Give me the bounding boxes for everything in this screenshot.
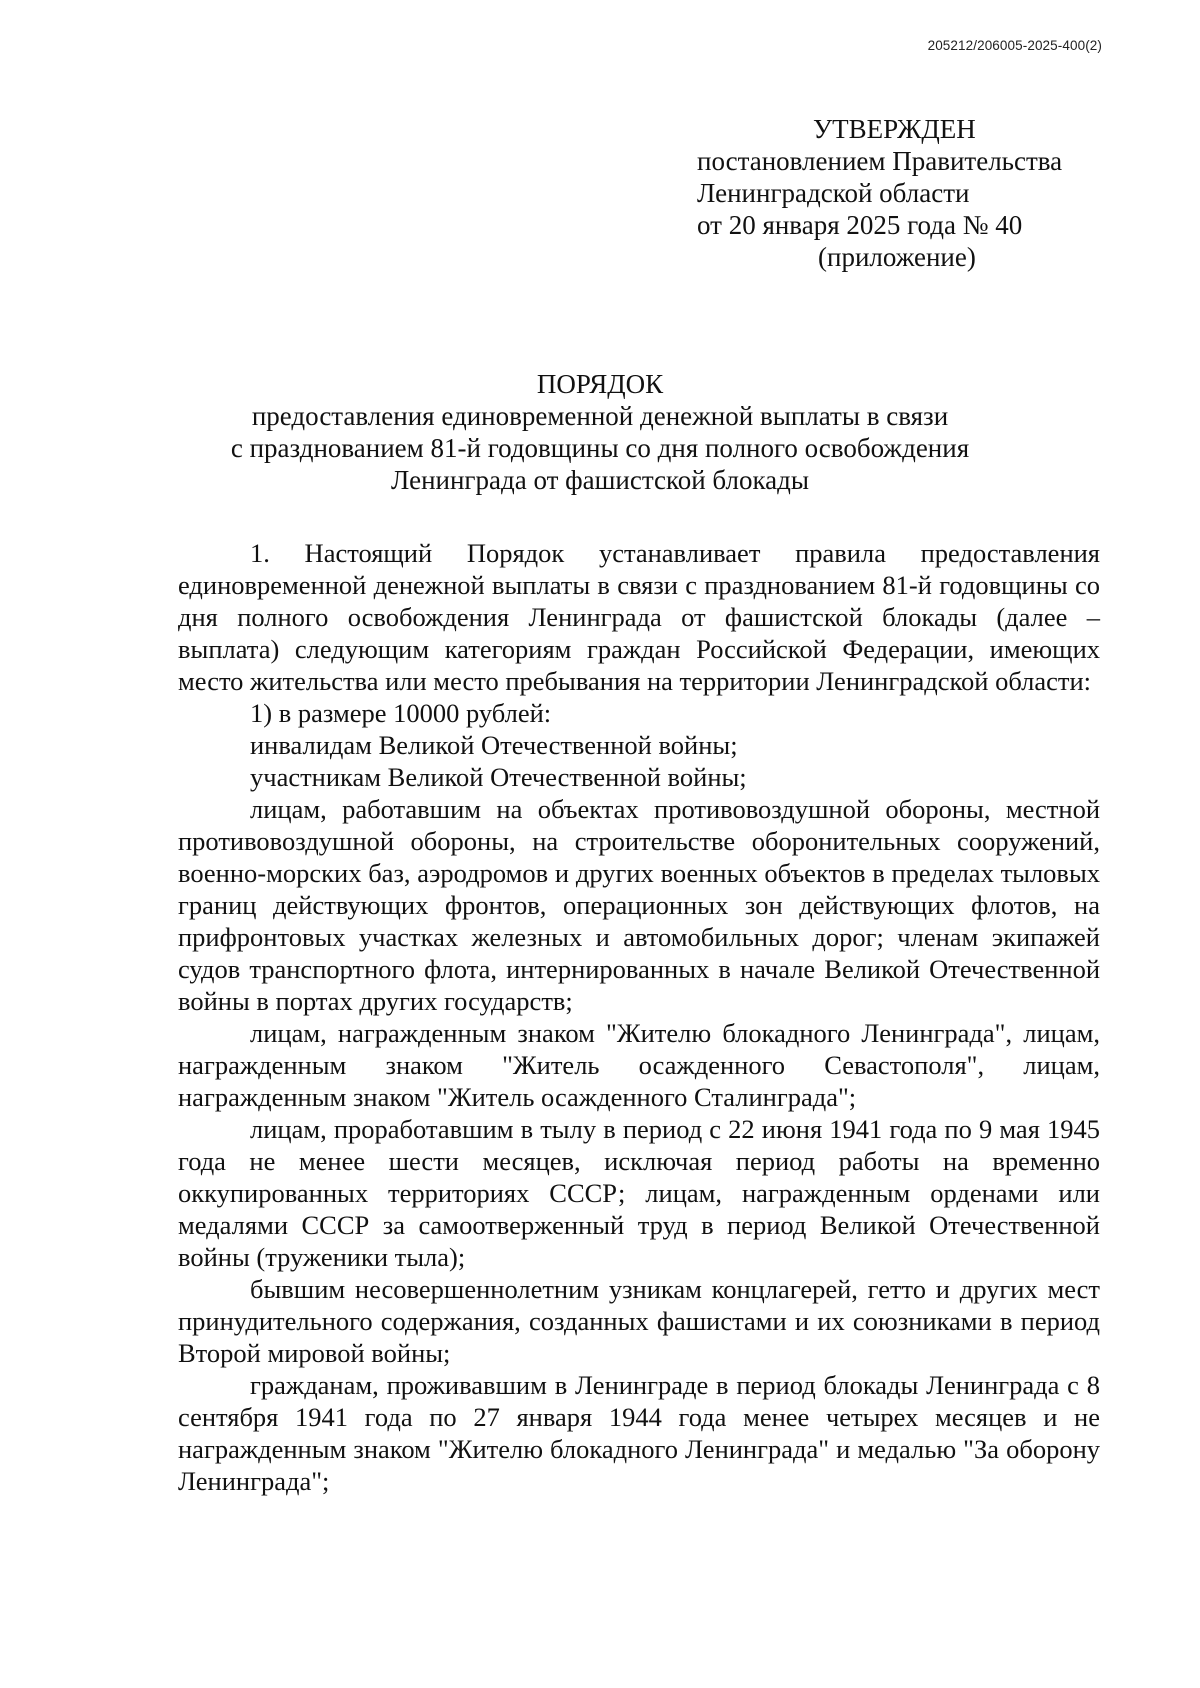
approval-line-2: Ленинградской области [697, 178, 970, 208]
document-body [178, 537, 1100, 1497]
approval-line-3: от 20 января 2025 года № 40 [697, 210, 1023, 240]
approval-line-1: постановлением Правительства [697, 146, 1063, 176]
title-main: ПОРЯДОК [536, 369, 664, 399]
paragraph-1: 1. Настоящий Порядок устанавливает правила предоставления единовременной денежной выплаты в связи с празднованием 81-й годовщины со дня полного освобождения Ленинграда от фашистской блокады (далее – выплата) следующим категориям граждан Российской Федерации, имеющих место жительства или место пребывания на территории Ленинградской области: [178, 538, 1100, 696]
paragraph-war-invalids: инвалидам Великой Отечественной войны; [250, 730, 738, 760]
approval-block [697, 113, 1062, 273]
document-id: 205212/206005-2025-400(2) [927, 38, 1102, 53]
paragraph-former-prisoners: бывшим несовершеннолетним узникам концлагерей, гетто и других мест принудительного содержания, созданных фашистами и их союзниками в период Второй мировой войны; [178, 1274, 1100, 1368]
paragraph-war-participants: участникам Великой Отечественной войны; [250, 762, 747, 792]
approval-heading: УТВЕРЖДЕН [813, 114, 976, 144]
paragraph-home-front-workers: лицам, проработавшим в тылу в период с 22 июня 1941 года по 9 мая 1945 года не менее шести месяцев, исключая период работы на временно оккупированных территориях СССР; лицам, награжденным орденами или медалями СССР за самоотверженный труд в период Великой Отечественной войны (труженики тыла); [178, 1114, 1100, 1272]
title-line-3: Ленинграда от фашистской блокады [390, 465, 810, 495]
paragraph-defense-workers: лицам, работавшим на объектах противовоздушной обороны, местной противовоздушной обороны, на строительстве оборонительных сооружений, военно-морских баз, аэродромов и других военных объектов в пределах тыловых границ действующих фронтов, операционных зон действующих флотов, на прифронтовых участках железных и автомобильных дорог; членам экипажей судов транспортного флота, интернированных в начале Великой Отечественной войны в портах других государств; [178, 794, 1100, 1016]
paragraph-blockade-residents: гражданам, проживавшим в Ленинграде в период блокады Ленинграда с 8 сентября 1941 года по 27 января 1944 года менее четырех месяцев и не награжденным знаком "Жителю блокадного Ленинграда" и медалью "За оборону Ленинграда"; [178, 1370, 1100, 1496]
title-line-2: с празднованием 81-й годовщины со дня полного освобождения [230, 433, 970, 463]
approval-line-4: (приложение) [818, 242, 976, 272]
paragraph-badge-holders: лицам, награжденным знаком "Жителю блокадного Ленинграда", лицам, награжденным знаком "Житель осажденного Севастополя", лицам, награжденным знаком "Житель осажденного Сталинграда"; [178, 1018, 1100, 1112]
document-title [150, 368, 1050, 496]
title-line-1: предоставления единовременной денежной выплаты в связи [251, 401, 949, 431]
paragraph-amount: 1) в размере 10000 рублей: [250, 698, 552, 728]
